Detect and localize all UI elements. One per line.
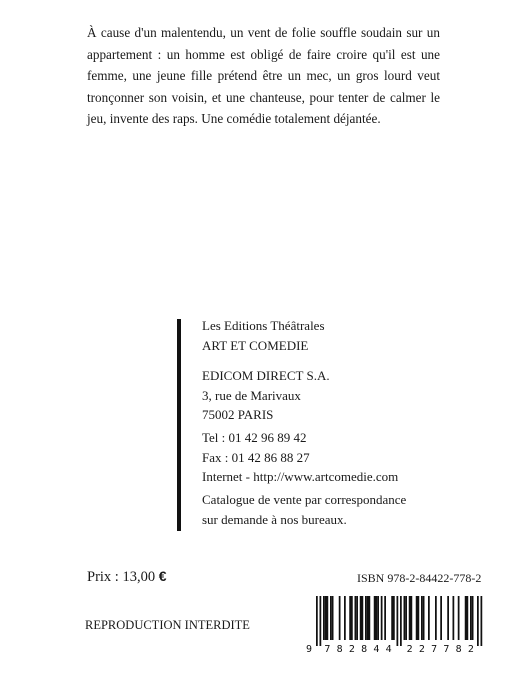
distributor-street: 3, rue de Marivaux xyxy=(202,387,301,403)
barcode-digit: 2 xyxy=(418,644,425,655)
barcode-bar xyxy=(393,596,395,640)
barcode-digit: 2 xyxy=(406,644,413,655)
catalogue-line-2: sur demande à nos bureaux. xyxy=(202,511,347,527)
barcode-bar xyxy=(409,596,411,640)
isbn-number: ISBN 978-2-84422-778-2 xyxy=(357,571,482,585)
barcode-digit: 8 xyxy=(336,644,343,655)
barcode-bar xyxy=(391,596,393,640)
barcode-bar xyxy=(477,596,479,646)
barcode-bar xyxy=(472,596,474,640)
barcode-bar xyxy=(332,596,334,640)
barcode-bar xyxy=(397,596,399,646)
barcode-digit: 8 xyxy=(361,644,368,655)
barcode-bar xyxy=(467,596,469,640)
contact-internet: Internet - http://www.artcomedie.com xyxy=(202,469,399,484)
contact-tel: Tel : 01 42 96 89 42 xyxy=(202,430,307,445)
vertical-divider-bar xyxy=(177,319,181,531)
barcode-bar xyxy=(465,596,467,640)
barcode-bar xyxy=(447,596,449,640)
barcode-bar xyxy=(374,596,376,640)
isbn-barcode xyxy=(302,594,492,656)
euro-symbol: € xyxy=(158,568,167,584)
barcode-bar xyxy=(384,596,386,640)
contact-fax: Fax : 01 42 86 88 27 xyxy=(202,449,310,465)
barcode-bar xyxy=(339,596,341,640)
barcode-bar xyxy=(405,596,407,640)
barcode-digit: 4 xyxy=(373,644,380,655)
barcode-graphic xyxy=(302,594,492,656)
barcode-bar xyxy=(421,596,423,640)
barcode-bar xyxy=(435,596,437,640)
barcode-bar xyxy=(470,596,472,640)
barcode-bar xyxy=(323,596,325,640)
catalogue-line-1: Catalogue de vente par correspondance xyxy=(202,492,407,507)
barcode-digit: 7 xyxy=(324,644,331,655)
barcode-bar xyxy=(365,596,367,640)
publisher-line-1: Les Editions Théâtrales xyxy=(202,318,325,333)
barcode-digit: 2 xyxy=(467,644,474,655)
publisher-block xyxy=(202,316,325,355)
distributor-address xyxy=(202,366,330,425)
contact-block xyxy=(202,428,398,487)
barcode-bar xyxy=(344,596,346,640)
barcode-bar xyxy=(453,596,455,640)
barcode-bar xyxy=(440,596,442,640)
barcode-bar xyxy=(360,596,362,640)
barcode-bar xyxy=(325,596,327,640)
barcode-bar xyxy=(481,596,483,646)
distributor-name: EDICOM DIRECT S.A. xyxy=(202,368,330,383)
barcode-bar xyxy=(376,596,378,640)
back-cover-blurb: À cause d'un malentendu, un vent de folie souffle soudain sur un appartement : un homme est obligé de faire croire qu'il est une femme, une jeune fille prétend être un mec, un gros lourd veut tronçonner son voisin, et une chanteuse, pour tenter de calmer le jeu, invente des raps. Une comédie totalement déjantée. xyxy=(87,25,440,126)
barcode-bar xyxy=(330,596,332,640)
barcode-bar xyxy=(400,596,402,646)
barcode-bar xyxy=(377,596,379,640)
barcode-digit: 9 xyxy=(305,644,313,655)
barcode-bar xyxy=(458,596,460,640)
barcode-bar xyxy=(428,596,430,640)
price xyxy=(87,568,167,586)
reproduction-notice: REPRODUCTION INTERDITE xyxy=(85,618,250,632)
barcode-bar xyxy=(320,596,322,646)
barcode-bar xyxy=(369,596,371,640)
barcode-digit: 4 xyxy=(385,644,392,655)
barcode-digit: 2 xyxy=(348,644,355,655)
catalogue-note xyxy=(202,490,406,529)
barcode-digit: 7 xyxy=(431,644,438,655)
barcode-bar xyxy=(411,596,413,640)
barcode-bar xyxy=(327,596,329,640)
publisher-line-2: ART ET COMEDIE xyxy=(202,337,309,353)
price-label: Prix : 13,00 xyxy=(87,569,156,585)
barcode-bar xyxy=(362,596,364,640)
barcode-bar xyxy=(351,596,353,640)
barcode-bar xyxy=(356,596,358,640)
barcode-digit: 8 xyxy=(455,644,462,655)
barcode-bar xyxy=(423,596,425,640)
barcode-bar xyxy=(316,596,318,646)
barcode-bar xyxy=(404,596,406,640)
barcode-bar xyxy=(367,596,369,640)
barcode-bar xyxy=(416,596,418,640)
distributor-city: 75002 PARIS xyxy=(202,407,274,422)
barcode-bar xyxy=(381,596,383,640)
barcode-bar xyxy=(418,596,420,640)
barcode-digit: 7 xyxy=(443,644,450,655)
barcode-bar xyxy=(349,596,351,640)
barcode-bar xyxy=(355,596,357,640)
